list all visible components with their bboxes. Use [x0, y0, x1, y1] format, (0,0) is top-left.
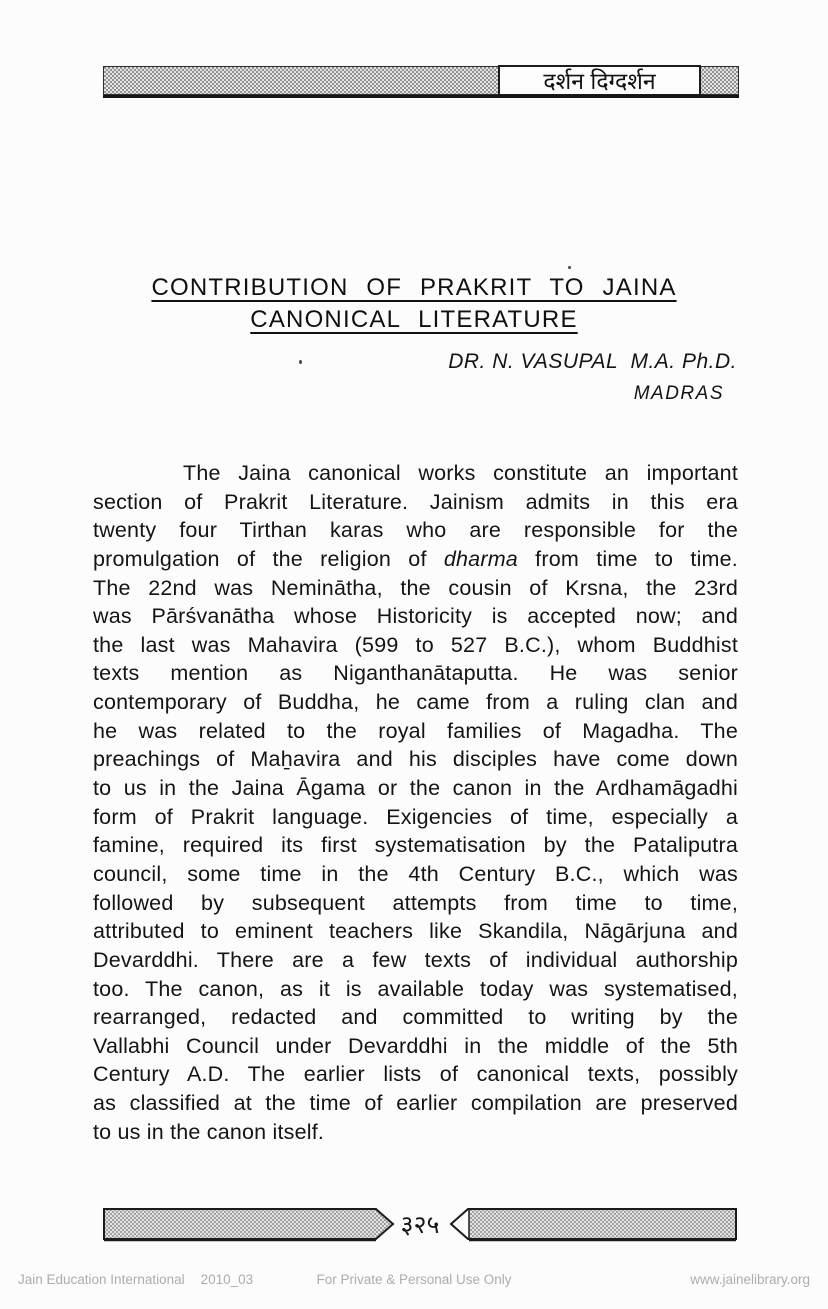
body-text-line: attributed to eminent teachers like Skandila, Nāgārjuna and	[93, 919, 738, 944]
author-place: MADRAS	[633, 383, 724, 404]
footer-publisher-text: Jain Education International	[18, 1272, 185, 1287]
body-text-line: preachings of Maẖavira and his disciples have come down	[93, 747, 738, 772]
body-text-line: to us in the Jaina Āgama or the canon in the Ardhamāgadhi	[93, 776, 738, 801]
body-text-line: The 22nd was Neminātha, the cousin of Krsna, the 23rd	[93, 575, 738, 600]
body-text-line: followed by subsequent attempts from time to time,	[93, 890, 738, 915]
article-title	[0, 272, 828, 336]
body-text-line: as classified at the time of earlier compilation are preserved	[93, 1091, 738, 1116]
title-line-1: CONTRIBUTION OF PRAKRIT TO JAINA	[151, 274, 677, 301]
journal-header-band	[103, 66, 739, 95]
footer-ornament-band	[100, 1203, 740, 1245]
page-number: ३२५	[400, 1211, 440, 1239]
body-text-line: rearranged, redacted and committed to writing by the	[93, 1005, 738, 1030]
body-text-line: famine, required its first systematisation by the Pataliputra	[93, 833, 738, 858]
body-text-line: texts mention as Niganthanātaputta. He was senior	[93, 661, 738, 686]
body-text-line: Century A.D. The earlier lists of canonical texts, possibly	[93, 1062, 738, 1087]
body-text-line: council, some time in the 4th Century B.C., which was	[93, 861, 738, 886]
body-text-line: section of Prakrit Literature. Jainism admits in this era	[93, 489, 738, 514]
body-text-line: Devarddhi. There are a few texts of individual authorship	[93, 947, 738, 972]
footer-usage-text: For Private & Personal Use Only	[316, 1272, 512, 1287]
body-text-line: twenty four Tirthan karas who are responsible for the	[93, 518, 738, 543]
journal-title-label	[498, 65, 701, 96]
footer-url-text: www.jainelibrary.org	[690, 1272, 810, 1287]
scan-speckle	[568, 266, 571, 269]
body-text-line: was Pārśvanātha whose Historicity is accepted now; and	[93, 604, 738, 629]
body-text-line: to us in the canon itself.	[93, 1119, 325, 1144]
body-text-line: contemporary of Buddha, he came from a ruling clan and	[93, 690, 738, 715]
journal-title-text: दर्शन दिग्दर्शन	[543, 67, 656, 94]
body-text-line: promulgation of the religion of dharma from time to time.	[93, 546, 738, 571]
left-ornament-bar	[104, 1209, 393, 1239]
body-text-line: he was related to the royal families of Magadha. The	[93, 718, 738, 743]
body-text-line: The Jaina canonical works constitute an important	[183, 461, 738, 485]
body-text-line: the last was Mahavira (599 to 527 B.C.), whom Buddhist	[93, 632, 738, 657]
scan-speckle	[299, 360, 302, 364]
body-text-line: Vallabhi Council under Devarddhi in the middle of the 5th	[93, 1033, 738, 1058]
footer-code: 2010_03	[200, 1272, 254, 1287]
body-text-line: too. The canon, as it is available today was systematised,	[93, 976, 738, 1001]
title-line-2: CANONICAL LITERATURE	[250, 306, 578, 333]
body-text-line: form of Prakrit language. Exigencies of time, especially a	[93, 804, 738, 829]
article-body	[93, 459, 738, 1146]
right-ornament-fill	[469, 1210, 735, 1238]
author-byline: DR. N. VASUPAL M.A. Ph.D.	[448, 350, 737, 373]
